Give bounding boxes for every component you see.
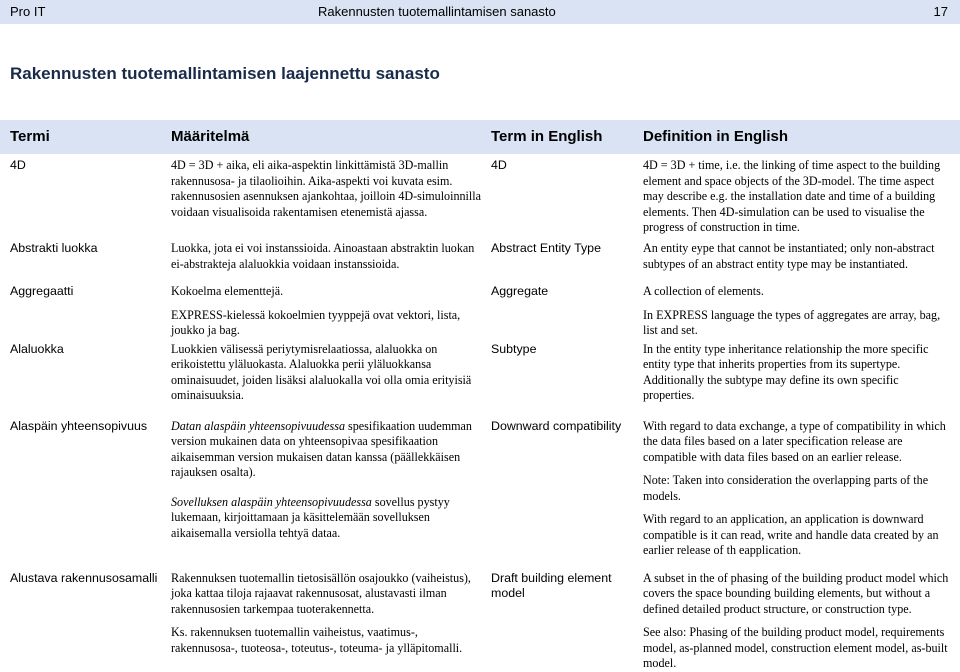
definition-paragraph: Rakennuksen tuotemallin tietosisällön osajoukko (vaiheistus), joka kattaa tiloja rajaavat rakennusosat, alustavasti ilman rakennusosien tarkempaa tuoterakennetta.: [171, 570, 471, 616]
table-row: [0, 419, 960, 559]
section-title: Rakennusten tuotemallintamisen laajennettu sanasto: [10, 64, 440, 83]
table-row: [0, 342, 960, 408]
term-cell: [0, 571, 166, 672]
term: Alaluokka: [10, 341, 64, 356]
page-header: [0, 0, 960, 24]
term: 4D: [10, 158, 26, 172]
definition-en-paragraph: With regard to an application, an application is downward compatible is it can read, write and handle data created by an earlier release of th eapplication.: [643, 512, 939, 557]
definition-paragraph: Ks. rakennuksen tuotemallin vaiheistus, vaatimus-, rakennusosa-, tuoteosa-, toteutus-, toteuma- ja ylläpitomalli.: [171, 625, 463, 655]
term-en-cell: [488, 284, 638, 339]
definition-cell: [166, 571, 488, 672]
definition-en-paragraph: See also: Phasing of the building product model, requirements model, as-planned model, construction element model, as-built model.: [643, 625, 948, 670]
term: Abstrakti luokka: [10, 241, 98, 255]
term-cell: [0, 342, 166, 408]
definition-paragraph: Datan alaspäin yhteensopivuudessa spesifikaation uudemman version mukainen data on yhteensopivaa spesifikaation aikaisemman version mukaisen datan kanssa (päällekkäisen rajauksen osalta).: [171, 418, 472, 479]
term-cell: [0, 284, 166, 339]
definition-en-paragraph: Note: Taken into consideration the overlapping parts of the models.: [643, 473, 929, 503]
table-row: [0, 158, 960, 238]
definition-en-cell: [638, 342, 960, 408]
definition-paragraph: Sovelluksen alaspäin yhteensopivuudessa sovellus pystyy lukemaan, kirjoittamaan ja käsittelemään sovelluksen aikaisemalla versiolla tehtyä dataa.: [171, 494, 450, 540]
table-row: [0, 571, 960, 672]
term-en-cell: [488, 158, 638, 238]
definition-cell: [166, 419, 488, 559]
definition-cell: [166, 241, 488, 277]
term-en: Downward compatibility: [491, 418, 622, 433]
definition-en-cell: [638, 241, 960, 277]
term-en: Abstract Entity Type: [491, 241, 601, 255]
definition-en-paragraph: 4D = 3D + time, i.e. the linking of time aspect to the building element and space objects of the 3D-model. The time aspect may describe e.g. the installation date and time of a building elements. Then 4D-simulation can be used to visualise the progress of construction in time.: [643, 158, 941, 234]
definition-en-paragraph: In the entity type inheritance relationship the more specific entity type that inherits properties from its supertype. Additionally the subtype may define its own specific properties.: [643, 341, 929, 402]
definition-cell: [166, 342, 488, 408]
term-en-cell: [488, 419, 638, 559]
definition-en-paragraph: With regard to data exchange, a type of compatibility in which the data files based on a later specification release are compatible with data files based on an earlier release.: [643, 418, 946, 464]
definition-cell: [166, 284, 488, 339]
definition-en-cell: [638, 419, 960, 559]
definition-paragraph: 4D = 3D + aika, eli aika-aspektin linkittämistä 3D-mallin rakennusosa- ja tilaolioihin. Aika-aspekti voi kuvata esim. rakennusosien asennuksen ajankohtaa, joilloin 4D-simuloinnilla voidaan visualisoida rakentamisen etenemistä ajassa.: [171, 158, 482, 219]
column-header-definition: Määritelmä: [171, 128, 250, 145]
column-header-definition-en: Definition in English: [643, 128, 788, 145]
definition-en-paragraph: In EXPRESS language the types of aggregates are array, bag, list and set.: [643, 307, 941, 337]
definition-paragraph: Kokoelma elementtejä.: [171, 284, 284, 298]
term-en: Draft building element model: [491, 570, 612, 600]
definition-en-cell: [638, 571, 960, 672]
term-en-cell: [488, 571, 638, 672]
header-document-title: Rakennusten tuotemallintamisen sanasto: [318, 4, 556, 19]
table-row: [0, 284, 960, 339]
definition-en-paragraph: A subset in the of phasing of the building product model which covers the space bounding building elements, but without a defined detailed product structure, or construction type.: [643, 570, 949, 616]
definition-paragraph: EXPRESS-kielessä kokoelmien tyyppejä ovat vektori, lista, joukko ja bag.: [171, 307, 461, 337]
term-en-cell: [488, 241, 638, 277]
term: Alustava rakennusosamalli: [10, 570, 158, 585]
definition-cell: [166, 158, 488, 238]
term: Aggregaatti: [10, 284, 74, 298]
term-en-cell: [488, 342, 638, 408]
column-header-term-en: Term in English: [491, 128, 603, 145]
definition-paragraph: Luokka, jota ei voi instanssioida. Ainoastaan abstraktin luokan ei-abstrakteja alaluokkia voidaan instanssioida.: [171, 241, 475, 271]
term-cell: [0, 419, 166, 559]
table-header: [0, 120, 960, 154]
definition-en-paragraph: A collection of elements.: [643, 284, 764, 298]
definition-paragraph: Luokkien välisessä periytymisrelaatiossa, alaluokka on erikoistettu yläluokasta. Alaluokka perii yläluokkansa ominaisuudet, joiden lisäksi alaluokalla voi olla omia erityisiä ominaisuuksia.: [171, 341, 472, 402]
definition-en-paragraph: An entity eype that cannot be instantiated; only non-abstract subtypes of an abstract entity type may be instantiated.: [643, 241, 935, 271]
emphasized-phrase: Datan alaspäin yhteensopivuudessa: [171, 418, 345, 433]
page-number: 17: [933, 4, 948, 19]
emphasized-phrase: Sovelluksen alaspäin yhteensopivuudessa: [171, 494, 372, 509]
glossary-table: [0, 158, 960, 672]
term-cell: [0, 241, 166, 277]
term-en: Subtype: [491, 341, 537, 356]
term-cell: [0, 158, 166, 238]
term: Alaspäin yhteensopivuus: [10, 418, 148, 433]
header-left: Pro IT: [10, 4, 46, 19]
definition-en-cell: [638, 284, 960, 339]
definition-en-cell: [638, 158, 960, 238]
table-row: [0, 241, 960, 277]
term-en: 4D: [491, 158, 507, 172]
column-header-term: Termi: [10, 128, 50, 145]
term-en: Aggregate: [491, 284, 549, 298]
